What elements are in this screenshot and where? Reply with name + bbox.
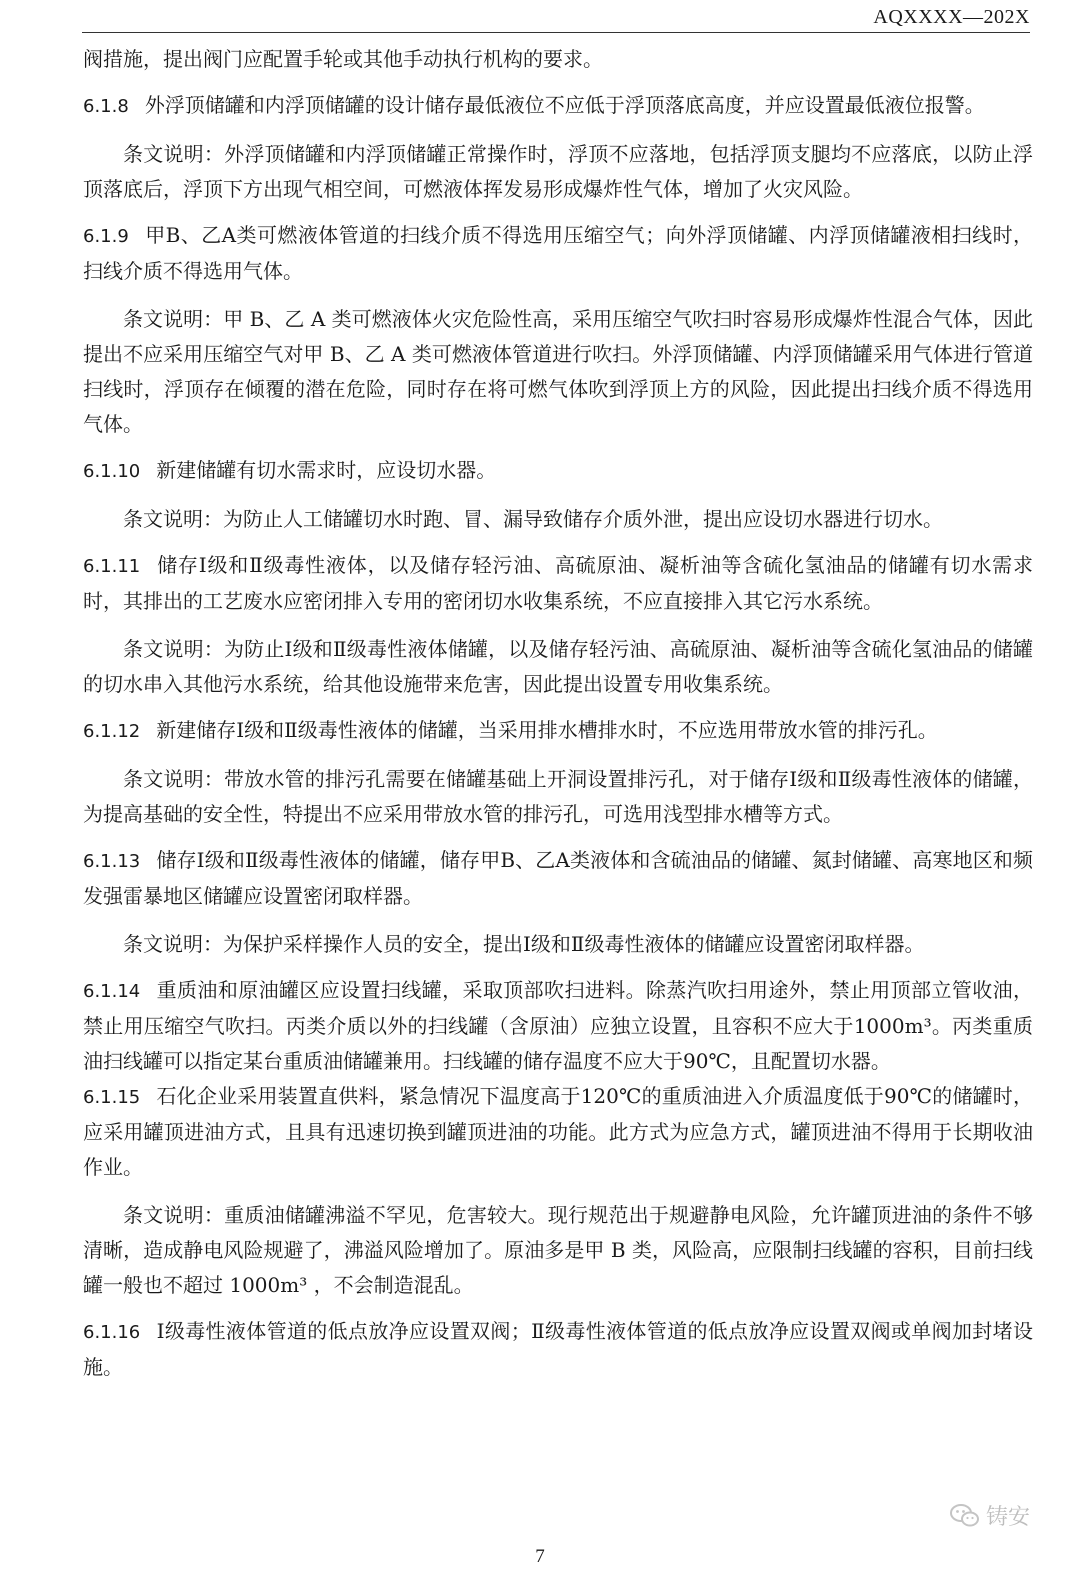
clause-note: 条文说明：带放水管的排污孔需要在储罐基础上开洞设置排污孔，对于储存Ⅰ级和Ⅱ级毒性液体的储罐，为提高基础的安全性，特提出不应采用带放水管的排污孔，可选用浅型排水槽等方式。 [83, 767, 1033, 826]
clause-number: 6.1.13 [83, 851, 141, 872]
clause-note: 条文说明：重质油储罐沸溢不罕见，危害较大。现行规范出于规避静电风险，允许罐顶进油的条件不够清晰，造成静电风险规避了，沸溢风险增加了。原油多是甲 B 类，风险高，应限制扫线罐的容积，目前扫线罐一般也不超过 1000m³ ，不会制造混乱。 [83, 1203, 1033, 1297]
clause-6-1-8 [83, 88, 1033, 124]
clause-number: 6.1.9 [83, 226, 129, 247]
clause-6-1-12 [83, 713, 1033, 749]
document-code: AQXXXX—202X [873, 6, 1030, 28]
wechat-icon [950, 1503, 980, 1529]
clause-number: 6.1.14 [83, 981, 141, 1002]
clause-note: 条文说明：为防止Ⅰ级和Ⅱ级毒性液体储罐，以及储存轻污油、高硫原油、凝析油等含硫化氢油品的储罐的切水串入其他污水系统，给其他设施带来危害，因此提出设置专用收集系统。 [83, 637, 1033, 696]
clause-text: 新建储罐有切水需求时，应设切水器。 [156, 458, 497, 482]
paragraph-continuation: 阀措施，提出阀门应配置手轮或其他手动执行机构的要求。 [83, 47, 603, 71]
clause-6-1-10 [83, 453, 1033, 489]
clause-note: 条文说明：外浮顶储罐和内浮顶储罐正常操作时，浮顶不应落地，包括浮顶支腿均不应落底，以防止浮顶落底后，浮顶下方出现气相空间，可燃液体挥发易形成爆炸性气体，增加了火灾风险。 [83, 142, 1033, 201]
clause-text: 重质油和原油罐区应设置扫线罐，采取顶部吹扫进料。除蒸汽吹扫用途外，禁止用顶部立管收油，禁止用压缩空气吹扫。丙类介质以外的扫线罐（含原油）应独立设置，且容积不应大于1000m³。丙类重质油扫线罐可以指定某台重质油储罐兼用。扫线罐的储存温度不应大于90℃，且配置切水器。 [83, 978, 1033, 1073]
clause-number: 6.1.11 [83, 556, 141, 577]
clause-6-1-16 [83, 1314, 1033, 1385]
clause-text: Ⅰ级毒性液体管道的低点放净应设置双阀；Ⅱ级毒性液体管道的低点放净应设置双阀或单阀加封堵设施。 [83, 1319, 1033, 1379]
clause-number: 6.1.8 [83, 96, 129, 117]
clause-text: 外浮顶储罐和内浮顶储罐的设计储存最低液位不应低于浮顶落底高度，并应设置最低液位报警。 [144, 93, 985, 117]
clause-text: 储存Ⅰ级和Ⅱ级毒性液体的储罐，储存甲B、乙A类液体和含硫油品的储罐、氮封储罐、高寒地区和频发强雷暴地区储罐应设置密闭取样器。 [83, 848, 1033, 908]
page-body [83, 38, 1033, 1385]
clause-number: 6.1.10 [83, 461, 141, 482]
clause-text: 石化企业采用装置直供料，紧急情况下温度高于120℃的重质油进入介质温度低于90℃的储罐时，应采用罐顶进油方式，且具有迅速切换到罐顶进油的功能。此方式为应急方式，罐顶进油不得用于长期收油作业。 [83, 1084, 1033, 1179]
header-rule [82, 32, 1030, 33]
watermark-text: 铸安 [986, 1505, 1031, 1530]
clause-text: 甲B、乙A类可燃液体管道的扫线介质不得选用压缩空气；向外浮顶储罐、内浮顶储罐液相扫线时，扫线介质不得选用气体。 [83, 223, 1033, 283]
clause-note: 条文说明：为防止人工储罐切水时跑、冒、漏导致储存介质外泄，提出应设切水器进行切水。 [123, 507, 943, 531]
clause-6-1-13 [83, 843, 1033, 914]
clause-6-1-15 [83, 1079, 1033, 1185]
clause-number: 6.1.15 [83, 1087, 141, 1108]
watermark [950, 1500, 1030, 1531]
clause-number: 6.1.12 [83, 721, 141, 742]
clause-text: 新建储存Ⅰ级和Ⅱ级毒性液体的储罐，当采用排水槽排水时，不应选用带放水管的排污孔。 [156, 718, 938, 742]
clause-6-1-9 [83, 218, 1033, 289]
clause-text: 储存Ⅰ级和Ⅱ级毒性液体，以及储存轻污油、高硫原油、凝析油等含硫化氢油品的储罐有切水需求时，其排出的工艺废水应密闭排入专用的密闭切水收集系统，不应直接排入其它污水系统。 [83, 553, 1033, 613]
clause-6-1-14 [83, 973, 1033, 1079]
clause-6-1-11 [83, 548, 1033, 619]
clause-number: 6.1.16 [83, 1322, 141, 1343]
clause-note: 条文说明：甲 B、乙 A 类可燃液体火灾危险性高，采用压缩空气吹扫时容易形成爆炸性混合气体，因此提出不应采用压缩空气对甲 B、乙 A 类可燃液体管道进行吹扫。外浮顶储罐、内浮顶储罐采用气体进行管道扫线时，浮顶存在倾覆的潜在危险，同时存在将可燃气体吹到浮顶上方的风险，因此提出扫线介质不得选用气体。 [83, 307, 1033, 436]
clause-note: 条文说明：为保护采样操作人员的安全，提出Ⅰ级和Ⅱ级毒性液体的储罐应设置密闭取样器。 [123, 932, 925, 956]
page-number: 7 [535, 1546, 545, 1567]
